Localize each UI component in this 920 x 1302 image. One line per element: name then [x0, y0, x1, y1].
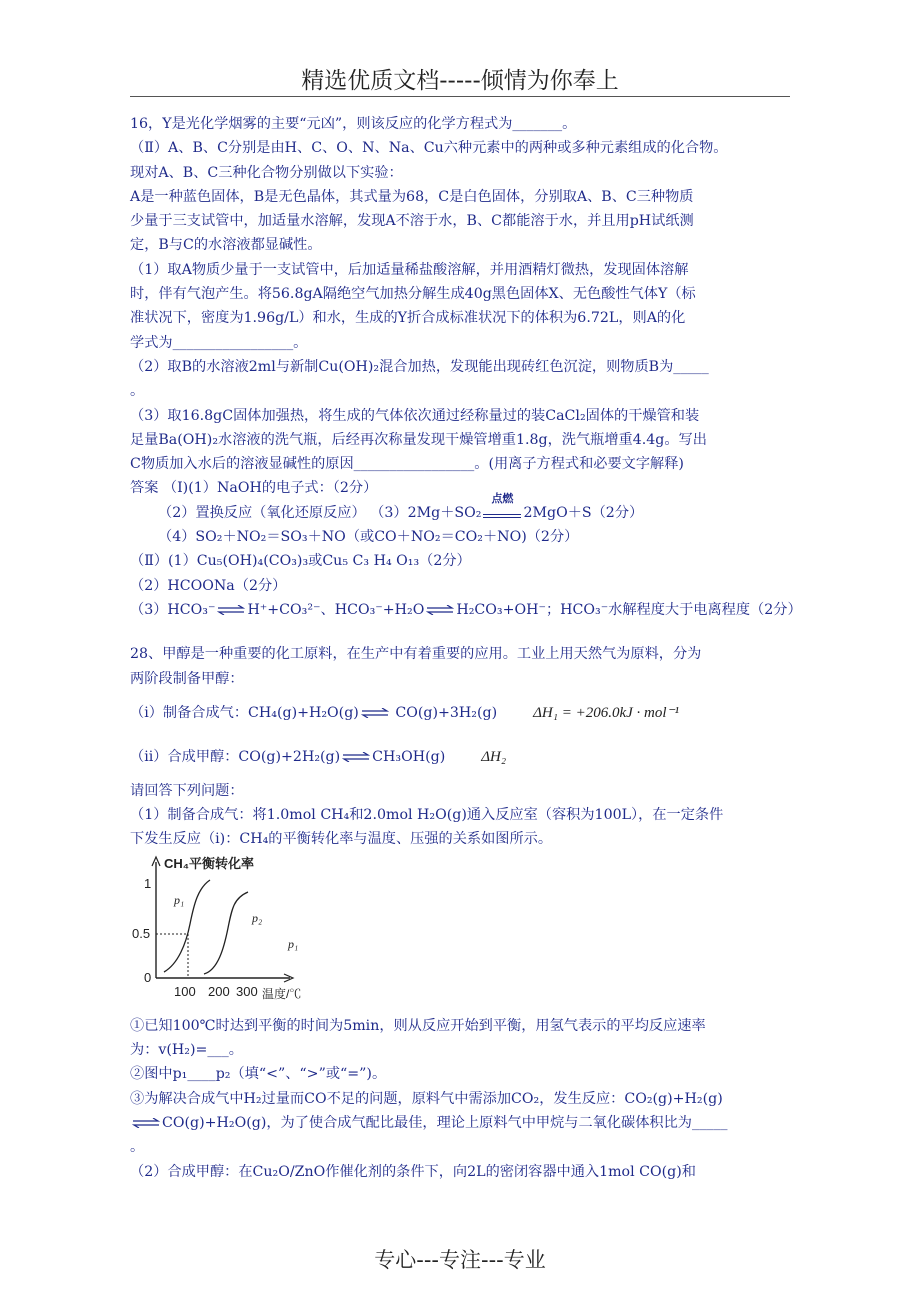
y-tick: 1 [144, 875, 152, 891]
x-tick: 200 [208, 983, 230, 999]
curve-p2 [204, 892, 248, 974]
enthalpy-1: ΔH₁ = +206.0kJ · mol⁻¹ [533, 704, 679, 721]
equation-ii [130, 735, 790, 779]
answer-text: H⁺+CO₃²⁻、HCO₃⁻+H₂O [247, 601, 425, 618]
x-tick: 300 [236, 983, 258, 999]
x-tick: 100 [174, 983, 196, 999]
equilibrium-arrow-icon [361, 708, 389, 718]
y-tick: 0.5 [132, 925, 151, 941]
answer-text: （3）HCO₃⁻ [130, 601, 216, 618]
y-tick: 0 [144, 969, 152, 985]
text-line: （2）取B的水溶液2ml与新制Cu(OH)₂混合加热，发现能出现砖红色沉淀，则物质B为_____ [130, 358, 709, 375]
conversion-chart-svg [130, 852, 320, 1000]
enthalpy-2: ΔH₂ [481, 748, 507, 765]
text-line: 请回答下列问题： [130, 782, 244, 799]
text-line: 为：v(H₂)=___。 [130, 1042, 243, 1059]
text-line: 准状况下，密度为1.96g/L）和水，生成的Y折合成标准状况下的体积为6.72L，则A的化 [130, 310, 686, 327]
text-line: （Ⅱ）A、B、C分别是由H、C、O、N、Na、Cu六种元素中的两种或多种元素组成的化合物。 [130, 140, 728, 157]
text-line: 下发生反应（i)：CH₄的平衡转化率与温度、压强的关系如图所示。 [130, 831, 553, 848]
text-line: 。 [130, 1139, 145, 1156]
equation-text: CH₃OH(g) [372, 748, 446, 765]
side-label-p1: p₁ [288, 936, 299, 951]
text-line: ③为解决合成气中H₂过量而CO不足的问题，原料气中需添加CO₂，发生反应：CO₂(g)+H₂(g) [130, 1090, 723, 1107]
curve-label-p2: p₂ [252, 910, 263, 925]
equilibrium-arrow-icon [217, 605, 245, 615]
text-line: ①已知100℃时达到平衡的时间为5min，则从反应开始到平衡，用氢气表示的平均反应速率 [130, 1017, 706, 1034]
text-line: A是一种蓝色固体，B是无色晶体，其式量为68，C是白色固体，分别取A、B、C三种物质 [130, 188, 694, 205]
chart-title: CH₄平衡转化率 [164, 855, 254, 871]
equilibrium-arrow-icon [132, 1118, 160, 1128]
header-rule [130, 96, 790, 97]
curve-label-p1: p₁ [174, 892, 185, 907]
text-line: （1）取A物质少量于一支试管中，后加适量稀盐酸溶解，并用酒精灯微热，发现固体溶解 [130, 261, 689, 278]
text-line: 足量Ba(OH)₂水溶液的洗气瓶，后经再次称量发现干燥管增重1.8g，洗气瓶增重4.4g。写出 [130, 431, 707, 448]
text-line: 现对A、B、C三种化合物分别做以下实验： [130, 164, 403, 181]
answer-heading: 答案 （Ⅰ)(1）NaOH的电子式：（2分） [130, 480, 378, 497]
answer-text: （2）置换反应（氧化还原反应） （3）2Mg＋SO₂ [158, 504, 482, 521]
text-span: CO(g)+H₂O(g)，为了使合成气配比最佳，理论上原料气中甲烷与二氧化碳体积比为_____ [162, 1114, 728, 1131]
text-line: C物质加入水后的溶液显碱性的原因_________________。(用离子方程式和必要文字解释) [130, 456, 684, 473]
answer-line-2-3 [130, 491, 790, 525]
page-header: 精选优质文档-----倾情为你奉上 [301, 68, 619, 94]
text-line: （3）取16.8gC固体加强热，将生成的气体依次通过经称量过的装CaCl₂固体的干燥管和装 [130, 407, 700, 424]
text-line: 。 [130, 383, 145, 400]
equation-i [130, 691, 790, 735]
text-line: 时，伴有气泡产生。将56.8gA隔绝空气加热分解生成40g黑色固体X、无色酸性气体Y（标 [130, 286, 696, 303]
page-footer: 专心---专注---专业 [374, 1248, 546, 1272]
text-line: （1）制备合成气：将1.0mol CH₄和2.0mol H₂O(g)通入反应室（容积为100L），在一定条件 [130, 807, 724, 824]
answer-II-1: （Ⅱ）(1）Cu₅(OH)₄(CO₃)₃或Cu₅ C₃ H₄ O₁₃（2分） [130, 553, 471, 570]
equation-text: CO(g)+3H₂(g) [395, 704, 498, 721]
text-line: 少量于三支试管中，加适量水溶解，发现A不溶于水，B、C都能溶于水，并且用pH试纸测 [130, 213, 694, 230]
answer-text: 2MgO＋S（2分） [523, 504, 644, 521]
answer-II-2: （2）HCOONa（2分） [130, 577, 287, 594]
text-line: 定，B与C的水溶液都显碱性。 [130, 237, 322, 254]
ignite-label: 点燃 [491, 491, 514, 505]
answer-II-3 [130, 598, 802, 622]
x-axis-label: 温度/℃ [262, 986, 302, 1000]
curve-p1 [164, 880, 210, 972]
equilibrium-arrow-icon [426, 605, 454, 615]
text-line: ②图中p₁____p₂（填“<”、“>”或“=”)。 [130, 1066, 387, 1083]
equation-text: （ii）合成甲醇：CO(g)+2H₂(g) [130, 748, 341, 765]
text-line [130, 1111, 790, 1135]
text-line: 学式为_________________。 [130, 334, 308, 351]
document-body [130, 112, 802, 1184]
answer-line-4: （4）SO₂＋NO₂＝SO₃＋NO（或CO＋NO₂＝CO₂＋NO)（2分） [158, 529, 579, 546]
text-line: 两阶段制备甲醇： [130, 670, 244, 687]
text-line: 28、甲醇是一种重要的化工原料，在生产中有着重要的应用。工业上用天然气为原料，分为 [130, 646, 702, 663]
conversion-chart [130, 852, 790, 1000]
equilibrium-arrow-icon [342, 752, 370, 762]
text-line: （2）合成甲醇：在Cu₂O/ZnO作催化剂的条件下，向2L的密闭容器中通入1mol CO(g)和 [130, 1163, 696, 1180]
ignite-over-arrow [481, 491, 523, 525]
equals-rule [483, 514, 521, 518]
equation-text: （i）制备合成气：CH₄(g)+H₂O(g) [130, 704, 359, 721]
answer-text: H₂CO₃+OH⁻；HCO₃⁻水解程度大于电离程度（2分） [456, 601, 802, 618]
text-line: 16，Y是光化学烟雾的主要“元凶”，则该反应的化学方程式为_______。 [130, 116, 577, 132]
